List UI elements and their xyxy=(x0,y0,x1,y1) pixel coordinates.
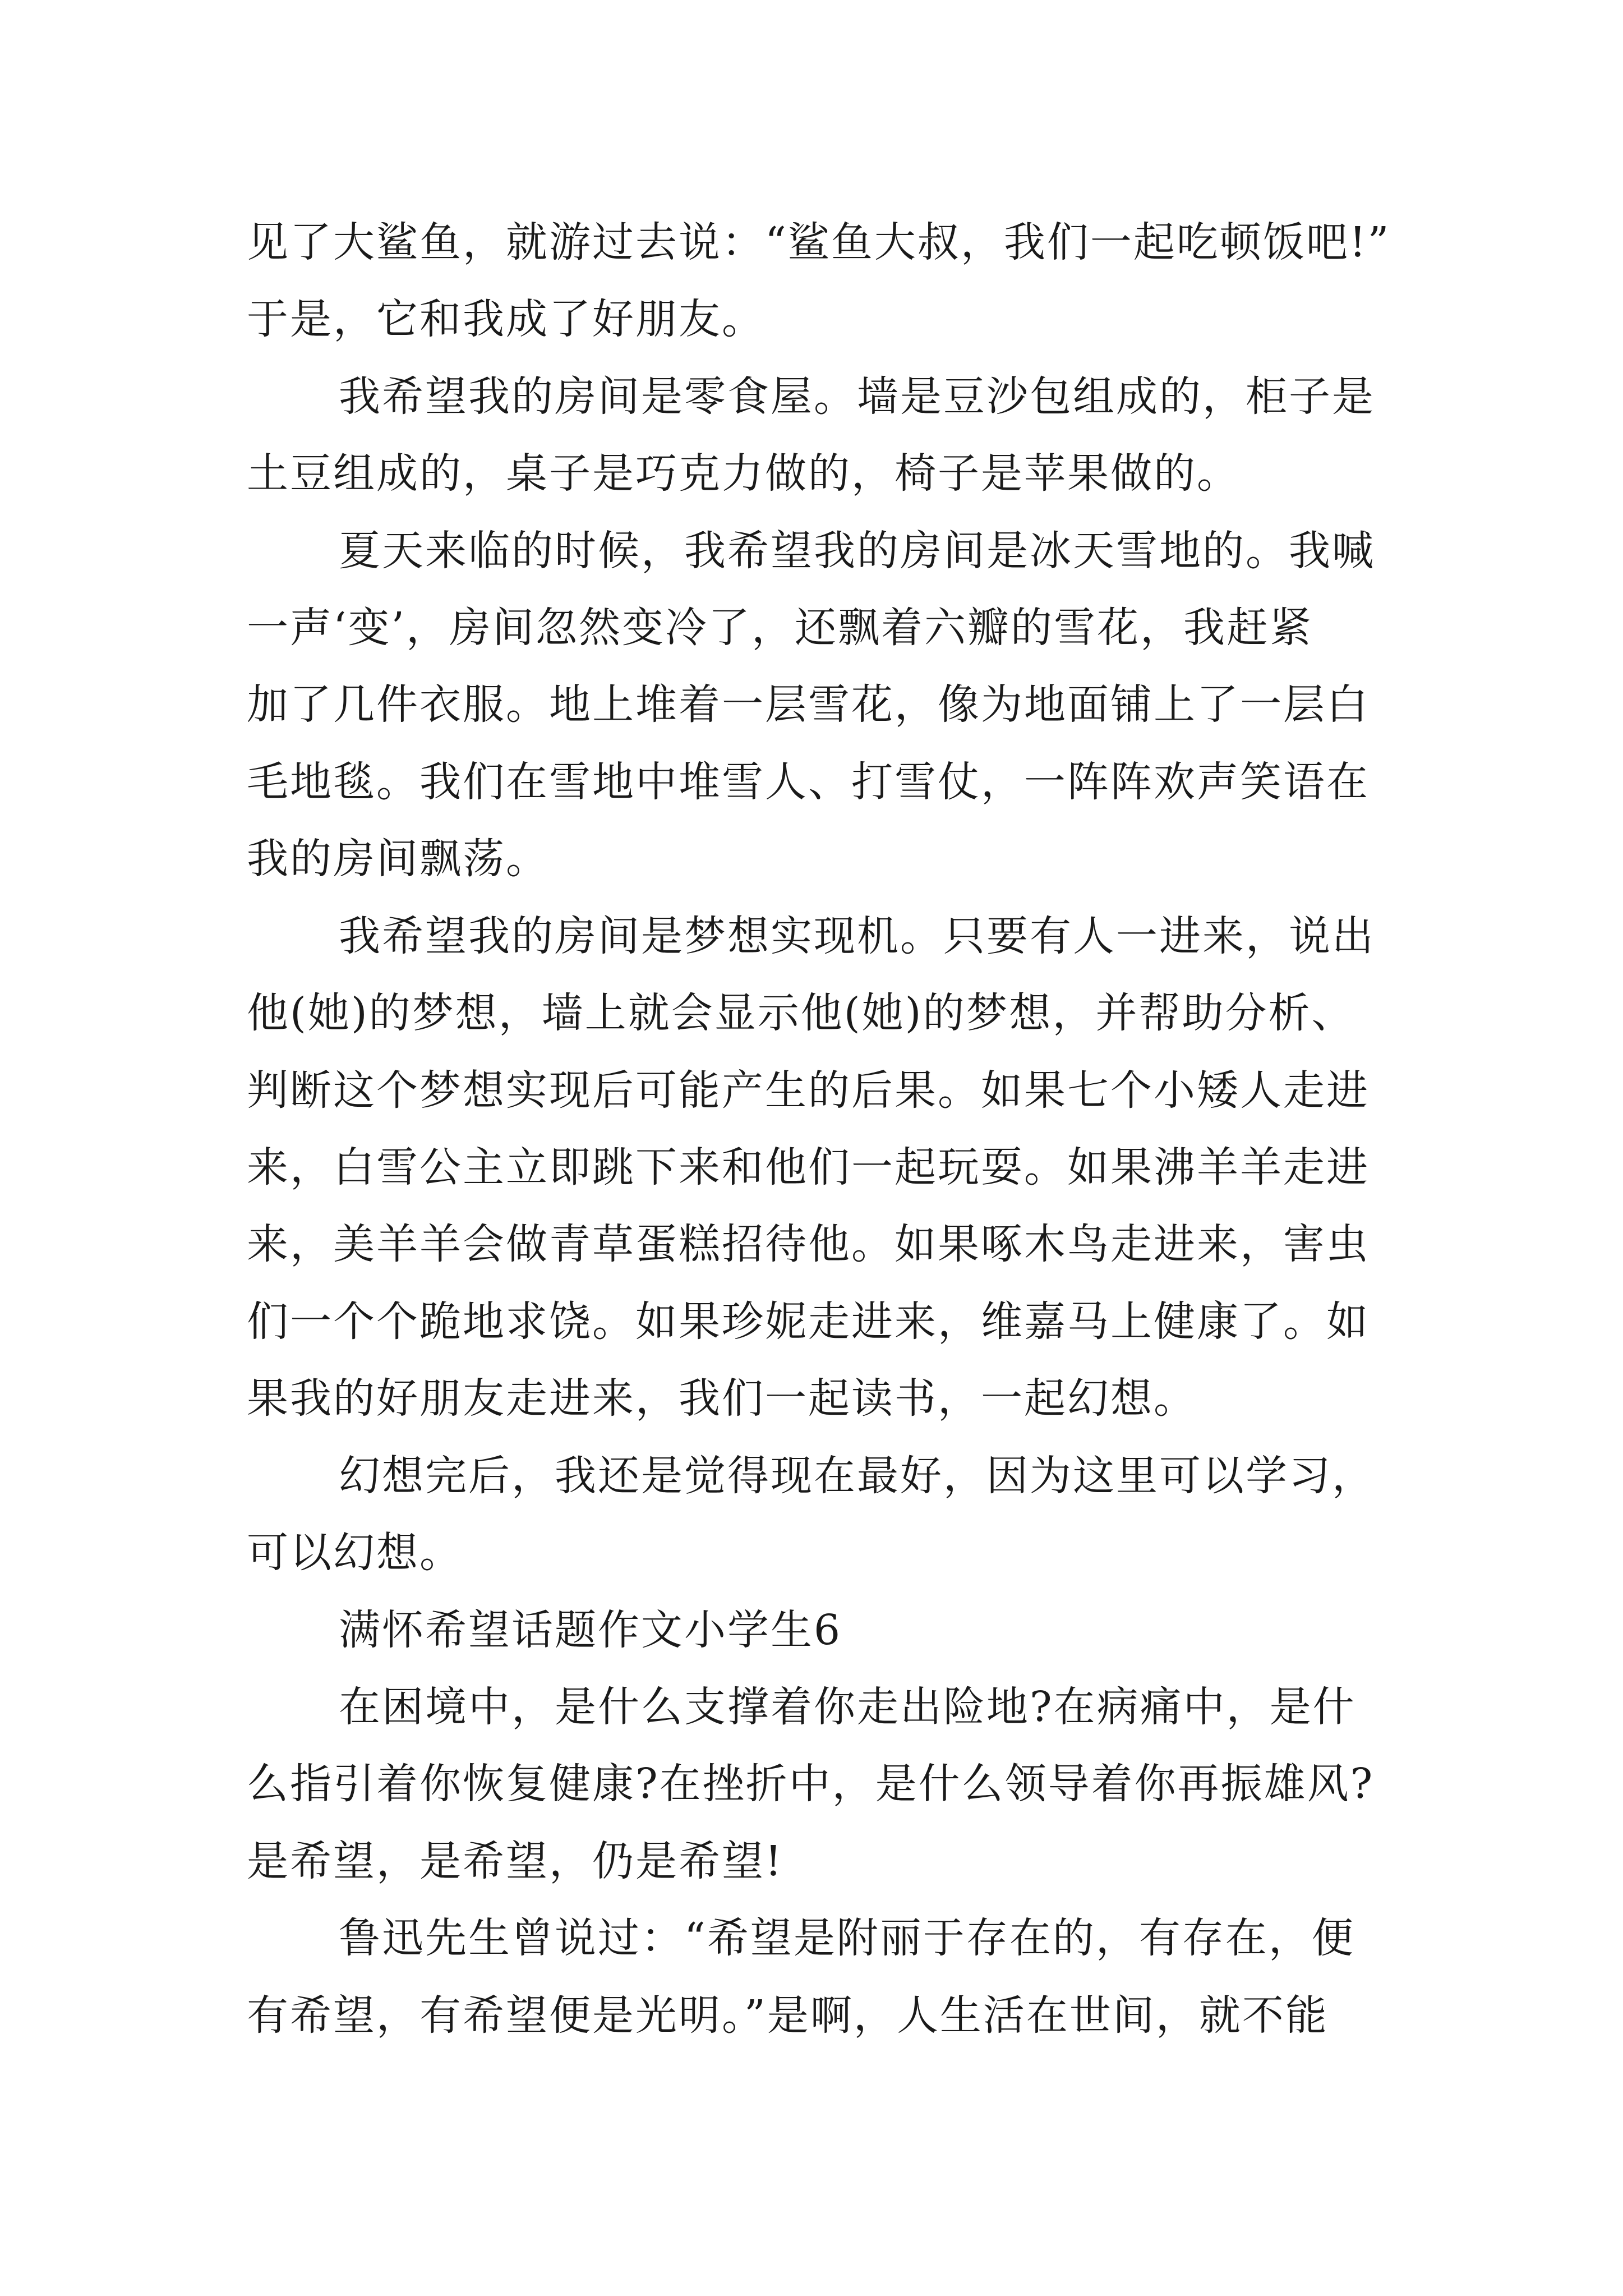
text-line: 们一个个跪地求饶。如果珍妮走进来，维嘉马上健康了。如 xyxy=(247,1297,1370,1346)
text-line: 有希望，有希望便是光明。”是啊，人生活在世间，就不能 xyxy=(247,1991,1329,2040)
text-line: 来，白雪公主立即跳下来和他们一起玩耍。如果沸羊羊走进 xyxy=(247,1143,1370,1191)
text-line: 鲁迅先生曾说过：“希望是附丽于存在的，有存在，便 xyxy=(339,1914,1355,1962)
text-line: 在困境中，是什么支撑着你走出险地?在病痛中，是什 xyxy=(339,1683,1356,1731)
text-line: 我的房间飘荡。 xyxy=(247,835,549,883)
text-line: 么指引着你恢复健康?在挫折中，是什么领导着你再振雄风? xyxy=(247,1760,1375,1808)
text-line: 于是，它和我成了好朋友。 xyxy=(247,295,765,343)
text-line: 来，美羊羊会做青草蛋糕招待他。如果啄木鸟走进来，害虫 xyxy=(247,1220,1370,1268)
text-line: 夏天来临的时候，我希望我的房间是冰天雪地的。我喊 xyxy=(339,527,1375,575)
text-line: 一声‘变’，房间忽然变冷了，还飘着六瓣的雪花，我赶紧 xyxy=(247,604,1313,652)
text-line: 果我的好朋友走进来，我们一起读书，一起幻想。 xyxy=(247,1374,1197,1423)
text-line: 判断这个梦想实现后可能产生的后果。如果七个小矮人走进 xyxy=(247,1066,1370,1115)
text-line: 我希望我的房间是梦想实现机。只要有人一进来，说出 xyxy=(339,912,1375,960)
section-heading: 满怀希望话题作文小学生6 xyxy=(339,1606,842,1654)
text-line: 毛地毯。我们在雪地中堆雪人、打雪仗，一阵阵欢声笑语在 xyxy=(247,758,1370,806)
text-line: 幻想完后，我还是觉得现在最好，因为这里可以学习， xyxy=(339,1452,1375,1500)
text-line: 他(她)的梦想，墙上就会显示他(她)的梦想，并帮助分析、 xyxy=(247,989,1355,1037)
text-line: 是希望，是希望，仍是希望! xyxy=(247,1837,783,1885)
text-line: 见了大鲨鱼，就游过去说：“鲨鱼大叔，我们一起吃顿饭吧!” xyxy=(247,218,1391,266)
text-line: 我希望我的房间是零食屋。墙是豆沙包组成的，柜子是 xyxy=(339,372,1375,421)
text-line: 加了几件衣服。地上堆着一层雪花，像为地面铺上了一层白 xyxy=(247,680,1370,729)
text-line: 土豆组成的，桌子是巧克力做的，椅子是苹果做的。 xyxy=(247,449,1240,498)
text-line: 可以幻想。 xyxy=(247,1529,463,1577)
